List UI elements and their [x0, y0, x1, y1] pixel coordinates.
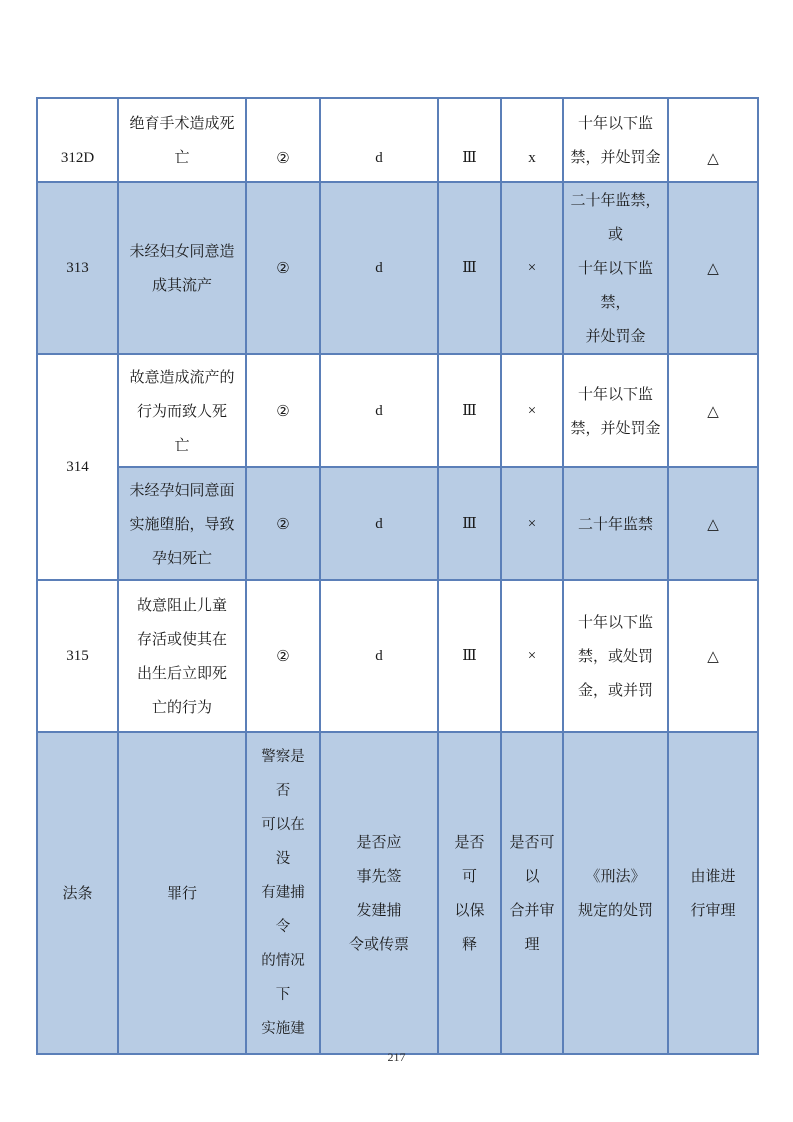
section-code: 315 — [37, 580, 118, 732]
court-cell: △ — [668, 98, 758, 182]
section-code: 314 — [37, 354, 118, 580]
header-arrest-without-warrant: 警察是 否 可以在 没 有建捕 令 的情况 下 实施建 — [246, 732, 320, 1054]
table-row — [37, 467, 758, 580]
table-row — [37, 182, 758, 354]
header-penalty: 《刑法》 规定的处罚 — [563, 732, 668, 1054]
crime-cell: 未经孕妇同意面 实施堕胎，导致 孕妇死亡 — [118, 467, 246, 580]
arrest-without-warrant-cell: ② — [246, 98, 320, 182]
table-row — [37, 580, 758, 732]
warrant-cell: d — [320, 580, 438, 732]
crime-cell: 故意造成流产的 行为而致人死 亡 — [118, 354, 246, 467]
bail-cell: Ⅲ — [438, 354, 501, 467]
court-cell: △ — [668, 182, 758, 354]
bail-cell: Ⅲ — [438, 98, 501, 182]
warrant-cell: d — [320, 467, 438, 580]
court-cell: △ — [668, 354, 758, 467]
bail-cell: Ⅲ — [438, 467, 501, 580]
crime-cell: 绝育手术造成死 亡 — [118, 98, 246, 182]
table-row — [37, 354, 758, 467]
header-combined-trial: 是否可 以 合并审 理 — [501, 732, 563, 1054]
offense-table — [36, 97, 759, 1055]
crime-cell: 未经妇女同意造 成其流产 — [118, 182, 246, 354]
penalty-cell: 十年以下监 禁，并处罚金 — [563, 98, 668, 182]
page-number: 217 — [387, 1050, 406, 1064]
penalty-cell: 十年以下监 禁，或处罚 金，或并罚 — [563, 580, 668, 732]
header-crime: 罪行 — [118, 732, 246, 1054]
penalty-cell: 二十年监禁 — [563, 467, 668, 580]
combined-trial-cell: x — [501, 98, 563, 182]
combined-trial-cell: × — [501, 182, 563, 354]
arrest-without-warrant-cell: ② — [246, 467, 320, 580]
warrant-cell: d — [320, 182, 438, 354]
arrest-without-warrant-cell: ② — [246, 354, 320, 467]
warrant-cell: d — [320, 98, 438, 182]
warrant-cell: d — [320, 354, 438, 467]
table-header-row — [37, 732, 758, 1054]
arrest-without-warrant-cell: ② — [246, 182, 320, 354]
combined-trial-cell: × — [501, 467, 563, 580]
penalty-cell: 十年以下监 禁，并处罚金 — [563, 354, 668, 467]
court-cell: △ — [668, 580, 758, 732]
header-warrant: 是否应 事先签 发建捕 令或传票 — [320, 732, 438, 1054]
arrest-without-warrant-cell: ② — [246, 580, 320, 732]
table-row — [37, 98, 758, 182]
header-court: 由谁进 行审理 — [668, 732, 758, 1054]
section-code: 312D — [37, 98, 118, 182]
combined-trial-cell: × — [501, 580, 563, 732]
header-section: 法条 — [37, 732, 118, 1054]
bail-cell: Ⅲ — [438, 580, 501, 732]
crime-cell: 故意阻止儿童 存活或使其在 出生后立即死 亡的行为 — [118, 580, 246, 732]
header-bail: 是否 可 以保 释 — [438, 732, 501, 1054]
penalty-cell: 二十年监禁，或 十年以下监禁， 并处罚金 — [563, 182, 668, 354]
combined-trial-cell: × — [501, 354, 563, 467]
court-cell: △ — [668, 467, 758, 580]
section-code: 313 — [37, 182, 118, 354]
bail-cell: Ⅲ — [438, 182, 501, 354]
